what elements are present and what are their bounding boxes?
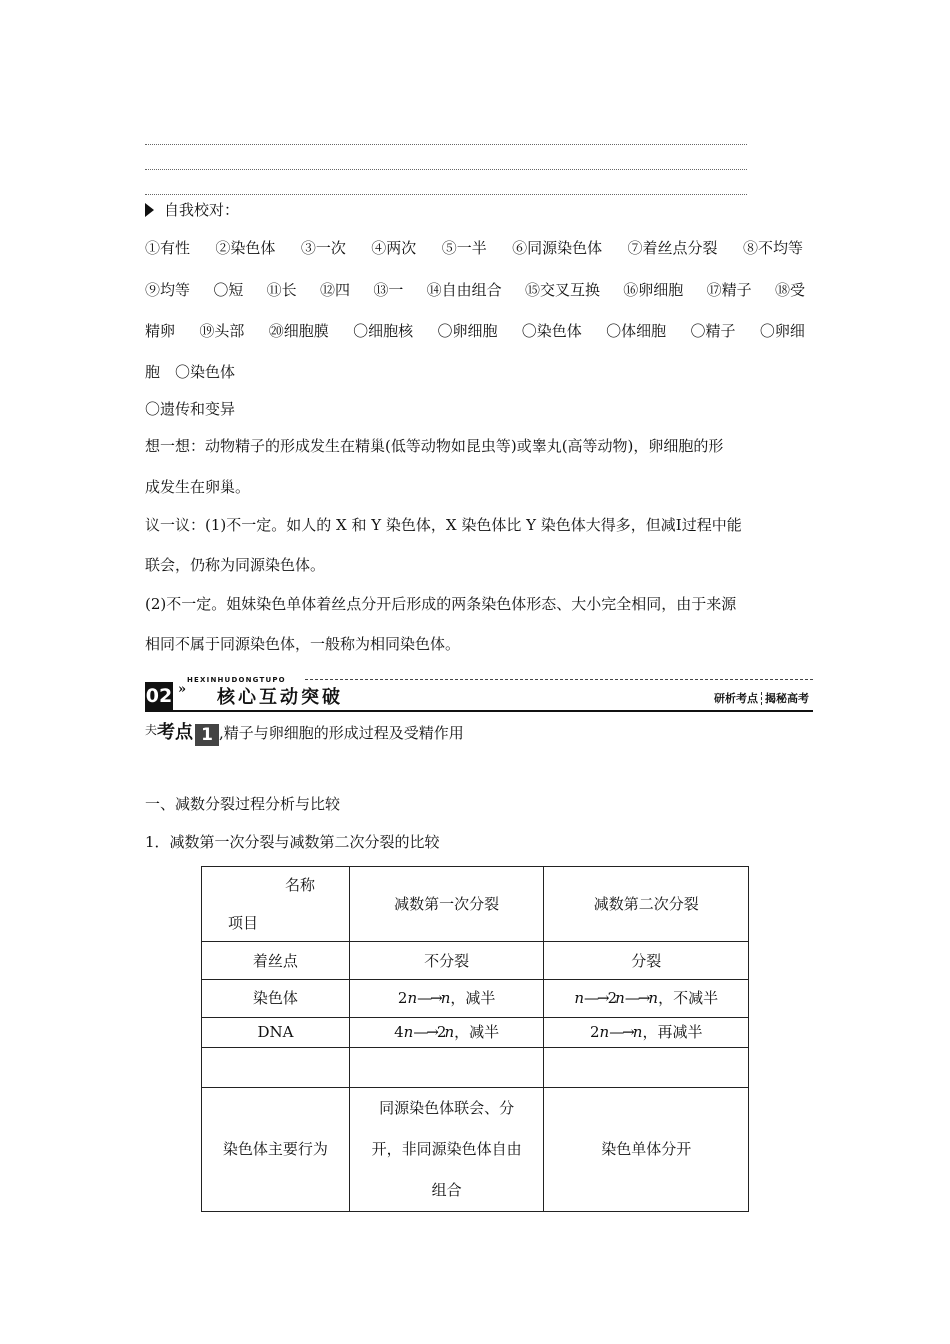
answer-item: 精卵 [145, 322, 176, 340]
answer-item: ③一次 [300, 239, 346, 257]
banner-underline [145, 710, 813, 712]
discuss-line-1: 议一议：(1)不一定。如人的 X 和 Y 染色体，X 染色体比 Y 染色体大得多，但减Ⅰ过程中能 [145, 516, 742, 534]
discuss-line-2: 联会，仍称为同源染色体。 [145, 556, 326, 574]
cell-line: 开，非同源染色体自由 [371, 1140, 522, 1158]
answer-item: 〇染色体 [521, 322, 582, 340]
formula-part: 2 [397, 989, 408, 1007]
table-row-empty [202, 1048, 749, 1088]
table-row [202, 942, 749, 980]
table-cell: 染色体 [202, 980, 350, 1018]
banner-right-a: 研析考点 [714, 692, 758, 705]
formula-part: 2 [589, 1023, 600, 1041]
think-line-1: 想一想：动物精子的形成发生在精巢(低等动物如昆虫等)或睾丸(高等动物)，卵细胞的形 [145, 437, 724, 455]
cell-line: 组合 [431, 1181, 462, 1199]
table-cell [544, 1048, 749, 1088]
section-subheading: 1．减数第一次分裂与减数第二次分裂的比较 [145, 833, 440, 851]
answer-item: ⑮交叉互换 [524, 281, 600, 299]
table-header-cell: 减数第二次分裂 [544, 867, 749, 942]
answer-item: ⑤一半 [441, 239, 487, 257]
table-cell [349, 980, 544, 1018]
answer-row-1 [145, 238, 803, 258]
answer-item: 〇卵细 [759, 322, 805, 340]
answer-item: ①有性 [145, 239, 191, 257]
answer-item: ⑯卵细胞 [623, 281, 684, 299]
formula-part: ，再减半 [642, 1023, 703, 1041]
formula-var: n [648, 989, 659, 1007]
answer-item: 〇卵细胞 [437, 322, 498, 340]
table-cell [202, 1048, 350, 1088]
section-heading: 一、减数分裂过程分析与比较 [145, 795, 341, 813]
banner-right-b: 揭秘高考 [765, 692, 809, 705]
table-corner-cell [202, 867, 350, 942]
table-cell: 分裂 [544, 942, 749, 980]
section-banner [145, 676, 813, 712]
formula-var: n [599, 1023, 610, 1041]
answer-row-2 [145, 280, 805, 300]
answer-item: ⑦着丝点分裂 [627, 239, 718, 257]
answer-item: 〇短 [213, 281, 244, 299]
kaodian-heading [145, 718, 464, 748]
banner-dashed-line [305, 679, 813, 680]
arrow-icon: —→ [624, 989, 649, 1007]
answer-item: ⑰精子 [706, 281, 752, 299]
think-line-2: 成发生在卵巢。 [145, 478, 251, 496]
answer-row-5: 〇遗传和变异 [145, 400, 236, 418]
formula-var: n [615, 989, 625, 1007]
answer-item: ⑭自由组合 [426, 281, 502, 299]
kaodian-text: ,精子与卵细胞的形成过程及受精作用 [219, 724, 464, 742]
fill-line-3 [145, 194, 747, 195]
comparison-table [201, 866, 749, 1212]
formula-var: n [407, 989, 418, 1007]
table-cell: 着丝点 [202, 942, 350, 980]
answer-item: ④两次 [371, 239, 417, 257]
answer-item: ⑫四 [319, 281, 350, 299]
banner-right-text [714, 690, 809, 706]
answer-item: 〇精子 [690, 322, 736, 340]
answer-item: ⑥同源染色体 [512, 239, 603, 257]
table-header-row [202, 867, 749, 942]
answer-item: ⑬一 [373, 281, 404, 299]
answer-item: ⑧不均等 [742, 239, 803, 257]
self-check-label: 自我校对： [164, 201, 240, 219]
table-row [202, 980, 749, 1018]
arrow-icon: —→2 [413, 1023, 445, 1041]
formula-part: ，减半 [450, 989, 496, 1007]
triangle-marker-icon [145, 203, 154, 217]
formula-part: 4 [394, 1023, 404, 1041]
answer-item: ⑪长 [266, 281, 297, 299]
formula-var: n [403, 1023, 414, 1041]
table-cell: DNA [202, 1018, 350, 1048]
formula-part: ，不减半 [658, 989, 719, 1007]
banner-number: 02 [145, 682, 173, 710]
table-header-cell: 减数第一次分裂 [349, 867, 544, 942]
fill-line-2 [145, 169, 747, 170]
table-cell [349, 1018, 544, 1048]
banner-title: 核心互动突破 [217, 687, 343, 708]
table-cell [349, 1088, 544, 1212]
table-row [202, 1088, 749, 1212]
answer-item: ②染色体 [215, 239, 276, 257]
table-row [202, 1018, 749, 1048]
banner-separator [761, 692, 762, 705]
answer-item: 〇体细胞 [606, 322, 667, 340]
answer-item: ⑱受 [774, 281, 805, 299]
cell-line: 同源染色体联会、分 [379, 1099, 515, 1117]
formula-part: ，减半 [454, 1023, 500, 1041]
discuss-line-4: 相同不属于同源染色体，一般称为相同染色体。 [145, 635, 461, 653]
answer-item: ⑲头部 [199, 322, 245, 340]
banner-pinyin: HEXINHUDONGTUPO [187, 676, 286, 684]
formula-var: n [574, 989, 585, 1007]
table-cell [544, 980, 749, 1018]
arrow-icon: —→2 [584, 989, 616, 1007]
formula-var: n [632, 1023, 643, 1041]
answer-row-4: 胞 〇染色体 [145, 363, 236, 381]
answer-item: ⑨均等 [145, 281, 191, 299]
kaodian-number: 1 [195, 724, 219, 746]
header-item-label: 项目 [228, 914, 259, 932]
kaodian-label: 考点 [157, 722, 194, 743]
header-name-label: 名称 [285, 876, 316, 894]
formula-var: n [440, 989, 451, 1007]
table-cell [349, 1048, 544, 1088]
self-check-heading [145, 200, 239, 220]
answer-item: 〇细胞核 [353, 322, 414, 340]
arrow-icon: —→ [417, 989, 441, 1007]
kaodian-prefix: 夫 [145, 723, 158, 737]
arrow-icon: —→ [609, 1023, 633, 1041]
table-cell: 不分裂 [349, 942, 544, 980]
table-cell: 染色单体分开 [544, 1088, 749, 1212]
answer-item: ⑳细胞膜 [268, 322, 329, 340]
double-chevron-icon: » [178, 682, 187, 697]
discuss-line-3: (2)不一定。姐妹染色单体着丝点分开后形成的两条染色体形态、大小完全相同，由于来源 [145, 595, 737, 613]
table-cell [544, 1018, 749, 1048]
table-cell: 染色体主要行为 [202, 1088, 350, 1212]
formula-var: n [444, 1023, 455, 1041]
fill-line-1 [145, 144, 747, 145]
answer-row-3 [145, 321, 805, 341]
